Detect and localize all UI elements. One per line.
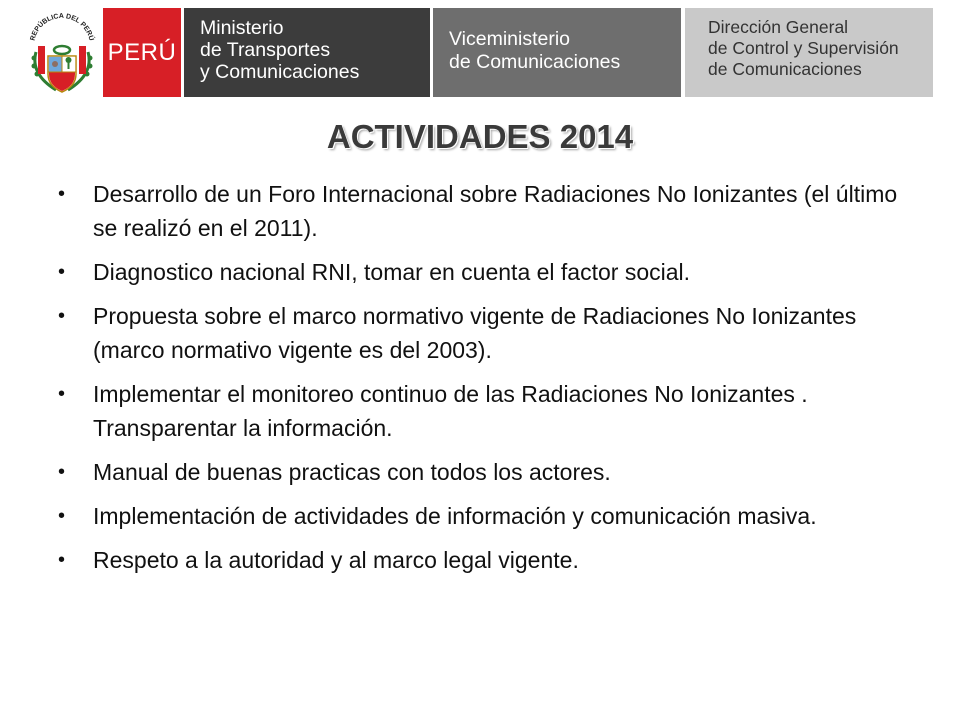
list-item-text: Implementación de actividades de información y comunicación masiva. <box>93 503 817 529</box>
list-item <box>56 255 906 289</box>
list-item-text: Manual de buenas practicas con todos los actores. <box>93 459 611 485</box>
directorate-line-2: de Control y Supervisión <box>708 38 899 58</box>
bullet-icon: • <box>58 261 66 283</box>
crest-text: REPÚBLICA DEL PERÚ <box>29 12 95 42</box>
ministry-block <box>184 8 430 97</box>
ministry-line-3: y Comunicaciones <box>200 61 360 83</box>
activities-list <box>56 177 906 587</box>
viceministry-line-2: de Comunicaciones <box>449 51 621 73</box>
list-item-text: Diagnostico nacional RNI, tomar en cuenta el factor social. <box>93 259 691 285</box>
ministry-line-2: de Transportes <box>200 39 331 61</box>
directorate-line-3: de Comunicaciones <box>708 59 862 79</box>
svg-text:REPÚBLICA DEL PERÚ <box>30 13 97 42</box>
list-item <box>56 455 906 489</box>
directorate-block <box>685 8 933 97</box>
bullet-icon: • <box>58 461 66 483</box>
ministry-line-1: Ministerio <box>200 17 284 39</box>
list-item <box>56 377 906 445</box>
viceministry-block <box>433 8 681 97</box>
list-item <box>56 177 906 245</box>
coat-of-arms-icon <box>22 8 102 98</box>
directorate-line-1: Dirección General <box>708 17 849 37</box>
list-item-text: Implementar el monitoreo continuo de las Radiaciones No Ionizantes . Transparentar la información. <box>93 381 808 441</box>
bullet-icon: • <box>58 505 66 527</box>
peru-label: PERÚ <box>107 38 177 66</box>
list-item <box>56 543 906 577</box>
list-item <box>56 499 906 533</box>
viceministry-line-1: Viceministerio <box>449 28 571 50</box>
peru-red-block <box>103 8 181 97</box>
list-item-text: Respeto a la autoridad y al marco legal vigente. <box>93 547 579 573</box>
list-item <box>56 299 906 367</box>
bullet-icon: • <box>58 183 66 205</box>
bullet-icon: • <box>58 305 66 327</box>
slide-title: ACTIVIDADES 2014 <box>326 118 634 155</box>
bullet-icon: • <box>58 549 66 571</box>
list-item-text: Desarrollo de un Foro Internacional sobre Radiaciones No Ionizantes (el último se realizó en el 2011). <box>93 181 898 241</box>
list-item-text: Propuesta sobre el marco normativo vigente de Radiaciones No Ionizantes (marco normativo vigente es del 2003). <box>93 303 857 363</box>
header-banner <box>0 0 960 104</box>
bullet-icon: • <box>58 383 66 405</box>
